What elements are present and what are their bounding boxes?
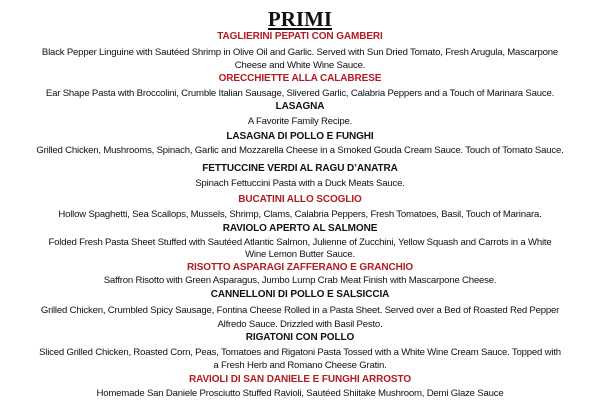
dish-name: LASAGNA DI POLLO E FUNGHI <box>226 131 374 142</box>
dish-name: RIGATONI CON POLLO <box>245 332 355 343</box>
dish-description: Homemade San Daniele Prosciutto Stuffed Ravioli, Sautéed Shiitake Mushroom, Demi Glaze Sauce <box>96 388 504 399</box>
dish-description: Sliced Grilled Chicken, Roasted Corn, Peas, Tomatoes and Rigatoni Pasta Tossed with a White Wine Cream Sauce. Topped with <box>39 347 561 358</box>
dish-name: RAVIOLI DI SAN DANIELE E FUNGHI ARROSTO <box>188 374 412 385</box>
dish-description: Alfredo Sauce. Drizzled with Basil Pesto. <box>217 319 383 330</box>
dish-name: LASAGNA <box>275 101 325 112</box>
dish-description: Folded Fresh Pasta Sheet Stuffed with Sautéed Atlantic Salmon, Julienne of Zucchini, Yellow Squash and Carrots in a White <box>48 237 552 248</box>
dish-description: Grilled Chicken, Mushrooms, Spinach, Garlic and Mozzarella Cheese in a Smoked Gouda Cream Sauce. Touch of Tomato Sauce. <box>36 145 564 156</box>
dish-name: RISOTTO ASPARAGI ZAFFERANO E GRANCHIO <box>186 262 414 273</box>
dish-name: FETTUCCINE VERDI AL RAGU D’ANATRA <box>202 163 398 174</box>
section-title: PRIMI <box>267 7 333 31</box>
dish-description: Black Pepper Linguine with Sautéed Shrimp in Olive Oil and Garlic. Served with Sun Dried Tomato, Fresh Arugula, Mascarpone <box>41 47 559 58</box>
dish-name: TAGLIERINI PEPATI CON GAMBERI <box>217 31 383 42</box>
dish-description: Saffron Risotto with Green Asparagus, Jumbo Lump Crab Meat Finish with Mascarpone Cheese. <box>103 275 497 286</box>
dish-description: Wine Lemon Butter Sauce. <box>245 249 355 260</box>
dish-name: CANNELLONI DI POLLO E SALSICCIA <box>210 289 390 300</box>
dish-description: A Favorite Family Recipe. <box>247 116 353 127</box>
dish-name: BUCATINI ALLO SCOGLIO <box>238 194 362 205</box>
dish-description: Hollow Spaghetti, Sea Scallops, Mussels, Shrimp, Clams, Calabria Peppers, Fresh Tomatoes, Basil, Touch of Marinara. <box>58 209 542 220</box>
dish-description: Ear Shape Pasta with Broccolini, Crumble Italian Sausage, Slivered Garlic, Calabria Peppers and a Touch of Marinara Sauce. <box>45 88 555 99</box>
dish-description: a Fresh Herb and Romano Cheese Gratin. <box>213 360 387 371</box>
dish-description: Grilled Chicken, Crumbled Spicy Sausage, Fontina Cheese Rolled in a Pasta Sheet. Served over a Bed of Roasted Red Pepper <box>40 305 560 316</box>
dish-description: Cheese and White Wine Sauce. <box>234 60 366 71</box>
dish-name: ORECCHIETTE ALLA CALABRESE <box>218 73 382 84</box>
dish-description: Spinach Fettuccini Pasta with a Duck Meats Sauce. <box>195 178 405 189</box>
dish-name: RAVIOLO APERTO AL SALMONE <box>222 223 378 234</box>
